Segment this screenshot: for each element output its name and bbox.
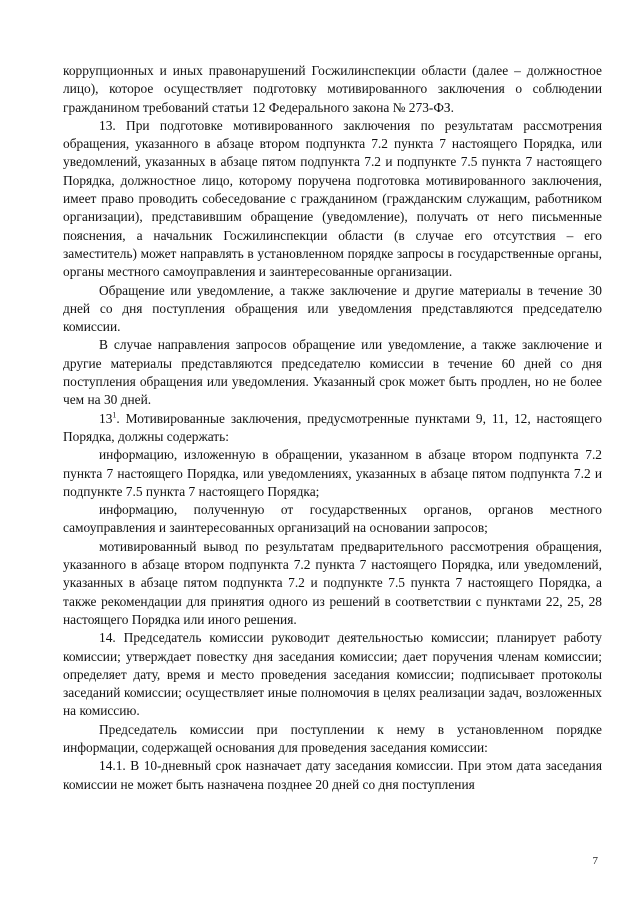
paragraph-info-appeal: информацию, изложенную в обращении, указанном в абзаце втором подпункта 7.2 пункта 7 настоящего Порядка, или уведомлениях, указанных в абзаце пятом подпункта 7.2 и подпункте 7.5 пункта 7 настоящего Порядка; xyxy=(63,447,602,499)
item-text: . Мотивированные заключения, предусмотренные пунктами 9, 11, 12, настоящего Порядка, должны содержать: xyxy=(63,410,602,444)
paragraph-continuation: коррупционных и иных правонарушений Госжилинспекции области (далее – должностное лицо), которое осуществляет подготовку мотивированного заключения о соблюдении гражданином требований статьи 12 Федерального закона № 273-ФЗ. xyxy=(63,63,602,115)
paragraph-item-13-1 xyxy=(63,410,602,447)
paragraph-60-days: В случае направления запросов обращение или уведомление, а также заключение и другие материалы представляются председателю комиссии в течение 60 дней со дня поступления обращения или уведомления. Указанный срок может быть продлен, но не более чем на 30 дней. xyxy=(63,337,602,408)
paragraph-30-days: Обращение или уведомление, а также заключение и другие материалы в течение 30 дней со дня поступления обращения или уведомления представляются председателю комиссии. xyxy=(63,282,602,335)
document-body xyxy=(63,62,602,794)
paragraph-item-14: 14. Председатель комиссии руководит деятельностью комиссии; планирует работу комиссии; утверждает повестку дня заседания комиссии; дает поручения членам комиссии; определяет дату, время и место проведения заседания комиссии; подписывает протоколы заседаний комиссии; осуществляет иные полномочия в целях реализации задач, возложенных на комиссию. xyxy=(63,630,602,719)
paragraph-chairman-receipt: Председатель комиссии при поступлении к нему в установленном порядке информации, содержащей основания для проведения заседания комиссии: xyxy=(63,721,602,755)
item-superscript: 1 xyxy=(112,410,117,420)
item-number: 13 xyxy=(99,410,113,426)
paragraph-item-13: 13. При подготовке мотивированного заключения по результатам рассмотрения обращения, указанного в абзаце втором подпункта 7.2 пункта 7 настоящего Порядка, или уведомлений, указанных в абзаце пятом подпункта 7.2 и подпункте 7.5 пункта 7 настоящего Порядка, должностное лицо, которому поручена подготовка мотивированного заключения, имеет право проводить собеседование с гражданином (гражданским служащим, работником организации), представившим обращение (уведомление), получать от него письменные пояснения, а начальник Госжилинспекции области (в случае его отсутствия – его заместитель) может направлять в установленном порядке запросы в государственные органы, органы местного самоуправления и заинтересованные организации. xyxy=(63,117,602,280)
paragraph-info-requests: информацию, полученную от государственных органов, органов местного самоуправления и заинтересованных организаций на основании запросов; xyxy=(63,502,602,536)
paragraph-item-14-1: 14.1. В 10-дневный срок назначает дату заседания комиссии. При этом дата заседания комиссии не может быть назначена позднее 20 дней со дня поступления xyxy=(63,758,602,792)
page-number: 7 xyxy=(592,855,598,867)
paragraph-motivated-conclusion: мотивированный вывод по результатам предварительного рассмотрения обращения, указанного в абзаце втором подпункта 7.2 пункта 7 настоящего Порядка, или уведомлений, указанных в абзаце пятом подпункта 7.2 и подпункте 7.5 пункта 7 настоящего Порядка, а также рекомендации для принятия одного из решений в соответствии с пунктами 22, 25, 28 настоящего Порядка или иного решения. xyxy=(63,538,602,627)
